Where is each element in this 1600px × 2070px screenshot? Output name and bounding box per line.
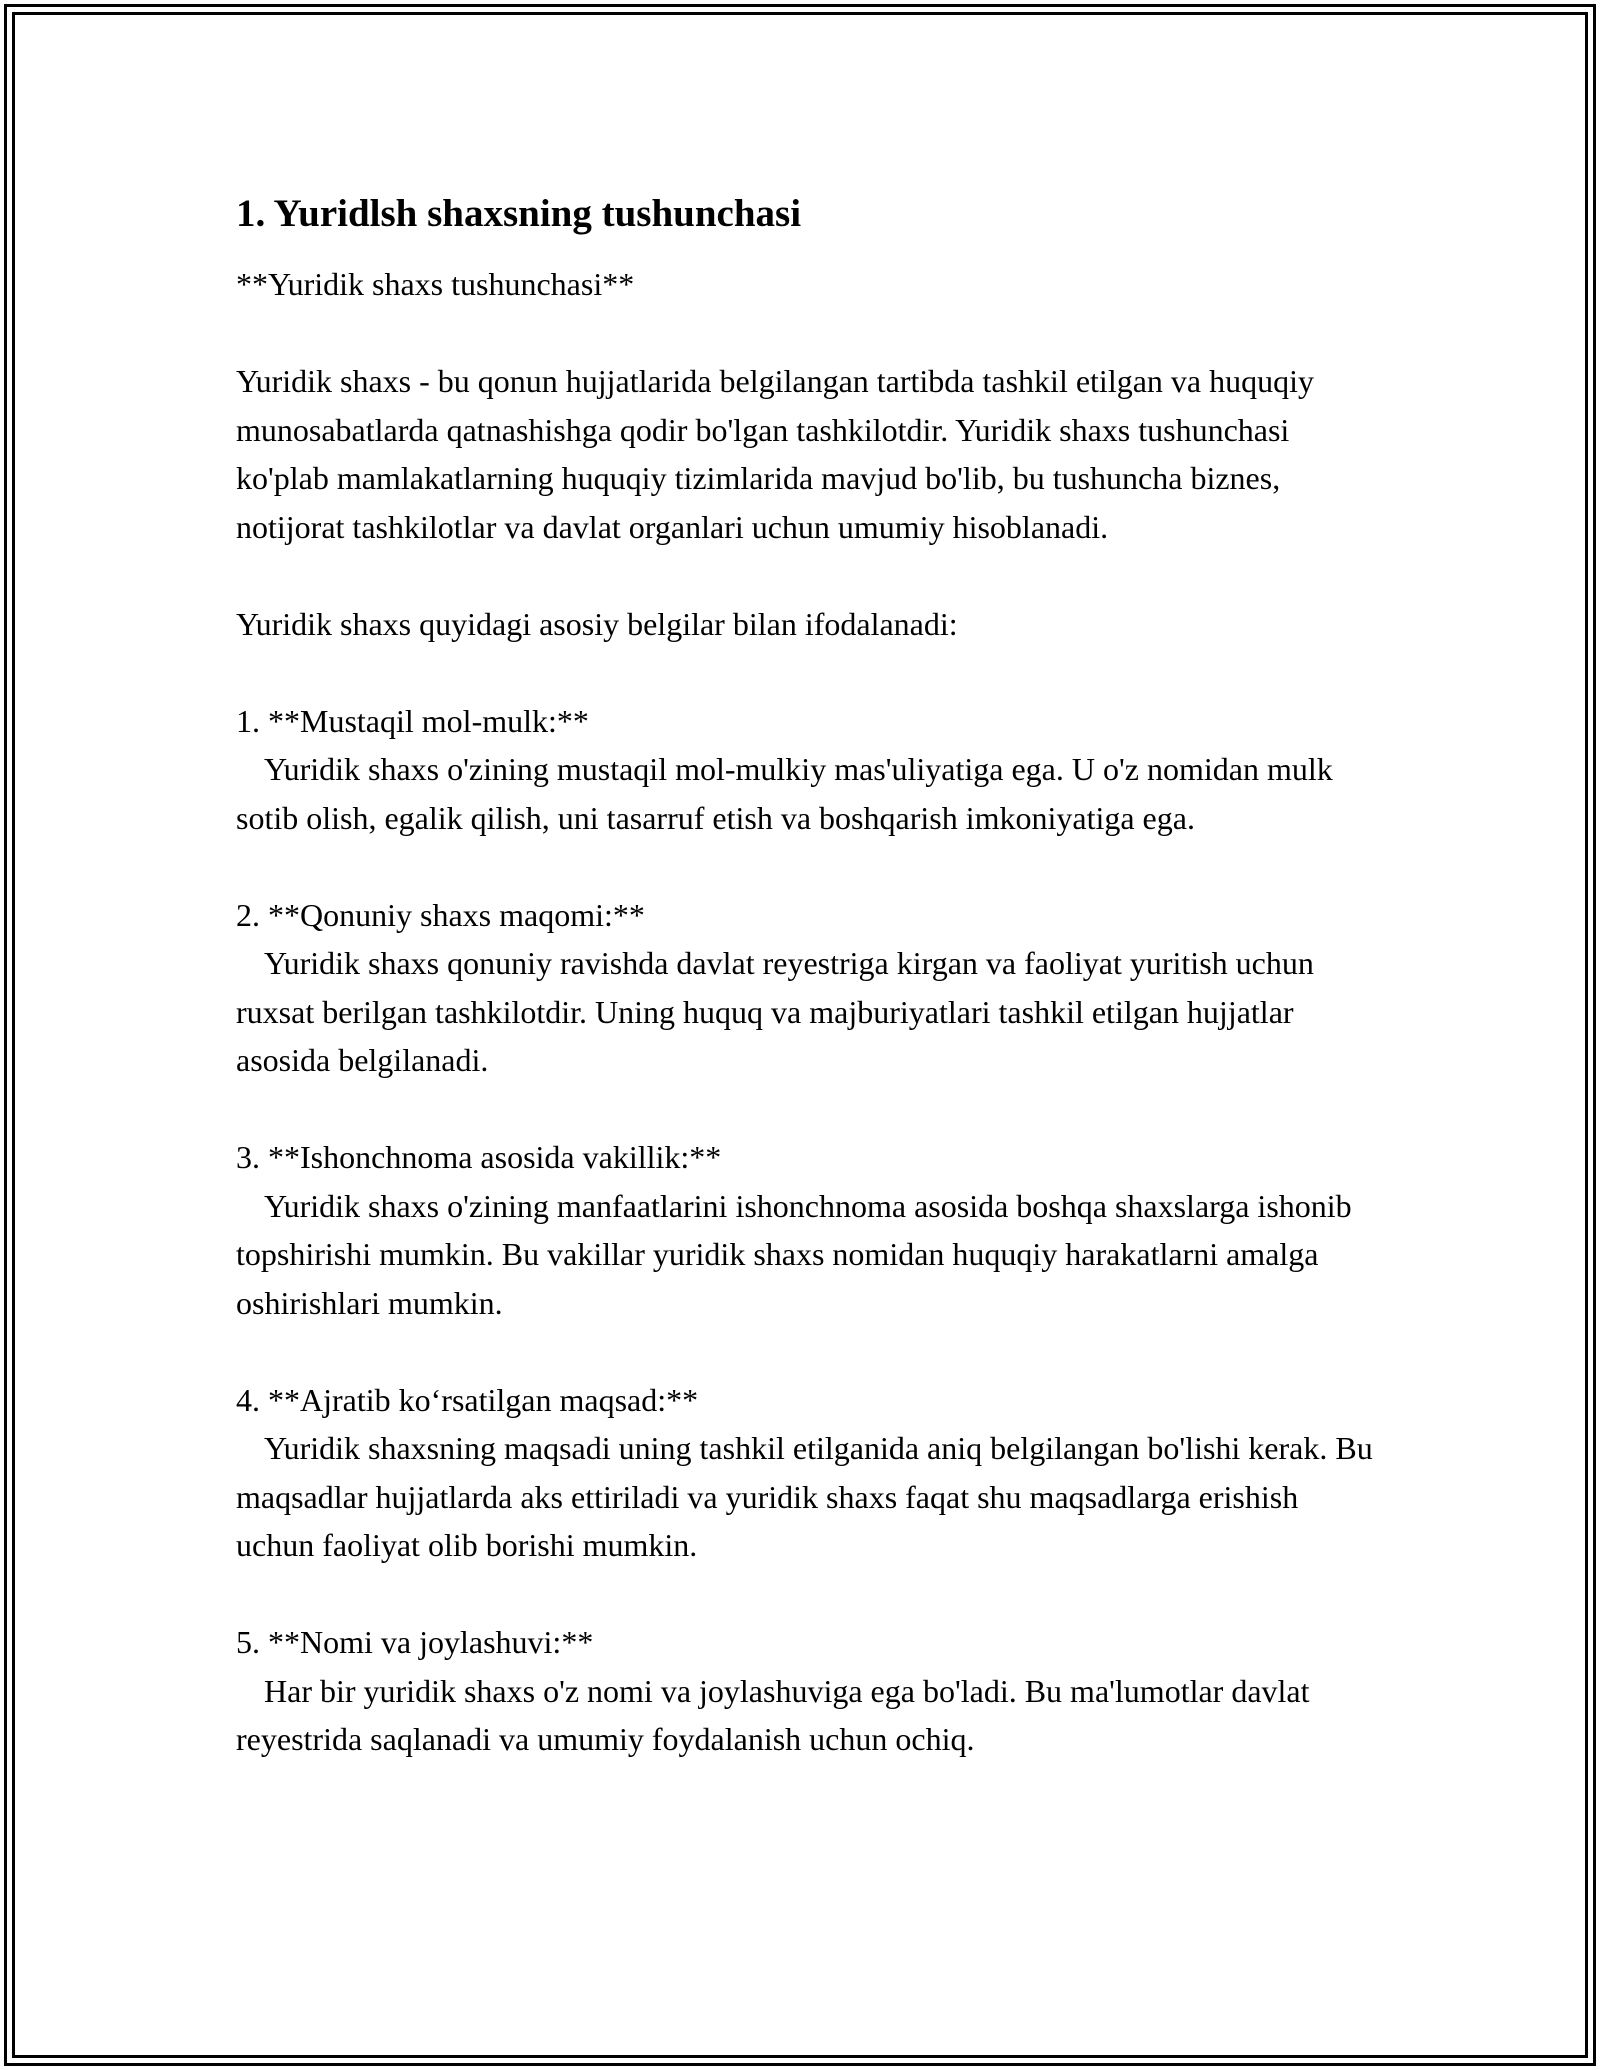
spacer xyxy=(236,1327,1376,1376)
list-item xyxy=(236,1133,1376,1327)
list-item-title: 4. **Ajratib ko‘rsatilgan maqsad:** xyxy=(236,1381,699,1418)
list-item-title: 3. **Ishonchnoma asosida vakillik:** xyxy=(236,1139,722,1175)
list-item xyxy=(236,697,1376,843)
list-item-body: Yuridik shaxs qonuniy ravishda davlat reyestriga kirgan va faoliyat yuritish uchun ruxsat berilgan tashkilotdir. Uning huquq va majburiyatlari tashkil etilgan hujjatlar asosida belgilanadi. xyxy=(236,945,1322,1078)
subheading: **Yuridik shaxs tushunchasi** xyxy=(236,266,635,302)
list-item-body: Yuridik shaxs o'zining mustaqil mol-mulkiy mas'uliyatiga ega. U o'z nomidan mulk sotib olish, egalik qilish, uni tasarruf etish va boshqarish imkoniyatiga ega. xyxy=(236,751,1341,836)
list-item xyxy=(236,1618,1376,1764)
list-item-body: Har bir yuridik shaxs o'z nomi va joylashuviga ega bo'ladi. Bu ma'lumotlar davlat reyestrida saqlanadi va umumiy foydalanish uchun ochiq. xyxy=(236,1672,1318,1757)
list-item-title: 1. **Mustaqil mol-mulk:** xyxy=(236,702,589,739)
list-item xyxy=(236,891,1376,1085)
spacer xyxy=(236,1085,1376,1134)
list-item-body: Yuridik shaxs o'zining manfaatlarini ishonchnoma asosida boshqa shaxslarga ishonib topshirishi mumkin. Bu vakillar yuridik shaxs nomidan huquqiy harakatlarni amalga oshirishlari mumkin. xyxy=(236,1187,1360,1321)
list-item-title: 5. **Nomi va joylashuvi:** xyxy=(236,1624,594,1660)
list-item-title: 2. **Qonuniy shaxs maqomi:** xyxy=(236,896,645,933)
page-heading: 1. Yuridlsh shaxsning tushunchasi xyxy=(236,192,802,235)
list-item xyxy=(236,1376,1381,1570)
spacer xyxy=(236,1570,1376,1619)
spacer xyxy=(236,309,1376,358)
lead-paragraph: Yuridik shaxs quyidagi asosiy belgilar bilan ifodalanadi: xyxy=(236,605,958,642)
document-content xyxy=(236,186,1381,1764)
spacer xyxy=(236,842,1376,891)
intro-paragraph: Yuridik shaxs - bu qonun hujjatlarida belgilangan tartibda tashkil etilgan va huquqiy munosabatlarda qatnashishga qodir bo'lgan tashkilotdir. Yuridik shaxs tushunchasi ko'plab mamlakatlarning huquqiy tizimlarida mavjud bo'lib, bu tushuncha biznes, notijorat tashkilotlar va davlat organlari uchun umumiy hisoblanadi. xyxy=(236,363,1322,545)
list-item-body: Yuridik shaxsning maqsadi uning tashkil etilganida aniq belgilangan bo'lishi kerak. Bu maqsadlar hujjatlarda aks ettiriladi va yuridik shaxs faqat shu maqsadlarga erishish uchun faoliyat olib borishi mumkin. xyxy=(236,1430,1381,1563)
spacer xyxy=(236,648,1376,697)
spacer xyxy=(236,551,1376,600)
